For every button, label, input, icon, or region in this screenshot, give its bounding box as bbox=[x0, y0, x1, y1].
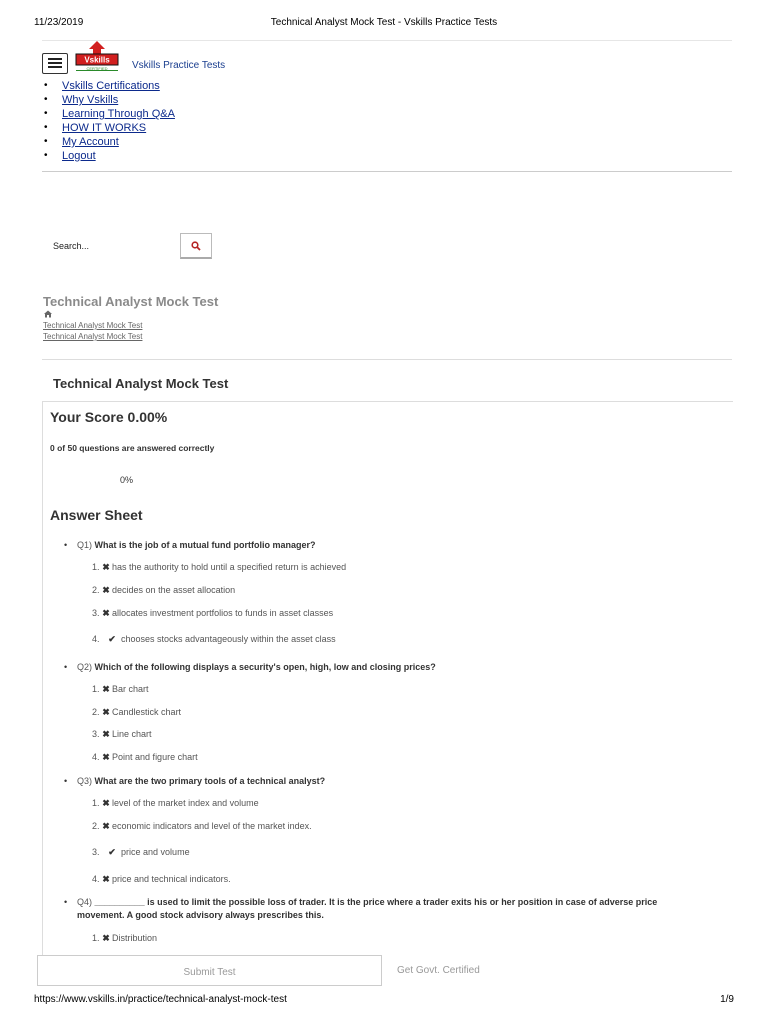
times-icon: ✖ bbox=[102, 752, 110, 762]
print-page-number: 1/9 bbox=[720, 994, 734, 1005]
breadcrumb-link[interactable]: Technical Analyst Mock Test bbox=[43, 332, 143, 341]
menu-icon-bar bbox=[48, 58, 62, 60]
print-date: 11/23/2019 bbox=[34, 17, 84, 28]
question-text: __________ is used to limit the possible loss of trader. It is the price where a trader exits his or her position in case of adverse price movement. A good stock advisory always prescribes this. bbox=[77, 897, 658, 920]
option-number: 1. bbox=[92, 684, 100, 694]
answer-option bbox=[92, 821, 312, 832]
nav-item bbox=[42, 135, 175, 149]
option-text: Distribution bbox=[112, 933, 158, 943]
logo-text: Vskills bbox=[84, 55, 110, 65]
answer-option bbox=[92, 634, 336, 645]
times-icon: ✖ bbox=[102, 798, 110, 808]
option-number: 1. bbox=[92, 933, 100, 943]
nav-link-certifications[interactable]: Vskills Certifications bbox=[62, 80, 160, 92]
option-number: 4. bbox=[92, 874, 100, 884]
times-icon: ✖ bbox=[102, 585, 110, 595]
nav-link-how-it-works[interactable]: HOW IT WORKS bbox=[62, 122, 147, 134]
search-input[interactable] bbox=[42, 233, 190, 259]
page-title: Technical Analyst Mock Test bbox=[43, 294, 219, 309]
option-text: price and technical indicators. bbox=[112, 874, 231, 884]
option-number: 1. bbox=[92, 798, 100, 808]
option-number: 4. bbox=[92, 752, 100, 762]
answer-option bbox=[92, 585, 235, 596]
option-text: level of the market index and volume bbox=[112, 798, 259, 808]
option-text: price and volume bbox=[121, 847, 190, 857]
option-text: has the authority to hold until a specified return is achieved bbox=[112, 562, 347, 572]
question-number: Q2) bbox=[77, 662, 93, 672]
answer-option bbox=[92, 729, 152, 740]
option-number: 3. bbox=[92, 847, 100, 857]
nav-link-logout[interactable]: Logout bbox=[62, 150, 96, 162]
times-icon: ✖ bbox=[102, 608, 110, 618]
question-text: What is the job of a mutual fund portfolio manager? bbox=[94, 540, 316, 550]
site-header bbox=[42, 40, 732, 172]
option-text: Bar chart bbox=[112, 684, 149, 694]
main-nav bbox=[42, 79, 175, 163]
option-text: Point and figure chart bbox=[112, 752, 198, 762]
option-number: 4. bbox=[92, 634, 100, 644]
test-title: Technical Analyst Mock Test bbox=[53, 376, 229, 391]
correct-count-text: 0 of 50 questions are answered correctly bbox=[50, 443, 215, 453]
get-govt-certified-link[interactable]: Get Govt. Certified bbox=[397, 965, 480, 976]
question-item bbox=[77, 775, 697, 788]
option-text: Line chart bbox=[112, 729, 152, 739]
answer-option bbox=[92, 752, 198, 763]
vskills-logo[interactable] bbox=[74, 41, 120, 71]
question-number: Q4) bbox=[77, 897, 93, 907]
times-icon: ✖ bbox=[102, 821, 110, 831]
logo-sub: CERTIFIED bbox=[86, 66, 108, 71]
score-label: Your Score 0.00% bbox=[50, 409, 168, 425]
menu-icon-bar bbox=[48, 66, 62, 68]
submit-test-button[interactable]: Submit Test bbox=[37, 955, 382, 986]
question-item bbox=[77, 539, 697, 552]
nav-link-my-account[interactable]: My Account bbox=[62, 136, 119, 148]
option-text: allocates investment portfolios to funds in asset classes bbox=[112, 608, 334, 618]
times-icon: ✖ bbox=[102, 729, 110, 739]
option-number: 2. bbox=[92, 585, 100, 595]
nav-link-learning-qa[interactable]: Learning Through Q&A bbox=[62, 108, 175, 120]
answer-option bbox=[92, 562, 346, 573]
print-title: Technical Analyst Mock Test - Vskills Practice Tests bbox=[270, 17, 498, 28]
nav-item bbox=[42, 79, 175, 93]
option-text: economic indicators and level of the market index. bbox=[112, 821, 312, 831]
answer-sheet-heading: Answer Sheet bbox=[50, 507, 143, 523]
search-icon bbox=[191, 241, 201, 251]
option-text: Candlestick chart bbox=[112, 707, 182, 717]
answer-option bbox=[92, 684, 149, 695]
question-text: Which of the following displays a security's open, high, low and closing prices? bbox=[94, 662, 436, 672]
times-icon: ✖ bbox=[102, 562, 110, 572]
option-text: decides on the asset allocation bbox=[112, 585, 236, 595]
option-text: chooses stocks advantageously within the asset class bbox=[121, 634, 336, 644]
nav-item bbox=[42, 121, 175, 135]
times-icon: ✖ bbox=[102, 933, 110, 943]
breadcrumb-link[interactable]: Technical Analyst Mock Test bbox=[43, 321, 143, 330]
times-icon: ✖ bbox=[102, 707, 110, 717]
brand-name[interactable]: Vskills Practice Tests bbox=[132, 60, 226, 71]
check-icon: ✔ bbox=[108, 847, 116, 857]
answer-option bbox=[92, 798, 259, 809]
answer-option bbox=[92, 847, 190, 858]
question-item bbox=[77, 896, 697, 922]
check-icon: ✔ bbox=[108, 634, 116, 644]
nav-item bbox=[42, 107, 175, 121]
answer-option bbox=[92, 933, 157, 944]
nav-item bbox=[42, 93, 175, 107]
question-number: Q1) bbox=[77, 540, 93, 550]
times-icon: ✖ bbox=[102, 684, 110, 694]
option-number: 1. bbox=[92, 562, 100, 572]
home-icon[interactable] bbox=[44, 310, 52, 318]
option-number: 3. bbox=[92, 608, 100, 618]
option-number: 2. bbox=[92, 707, 100, 717]
question-item bbox=[77, 661, 697, 674]
bottom-action-bar bbox=[37, 955, 727, 988]
times-icon: ✖ bbox=[102, 874, 110, 884]
answer-option bbox=[92, 707, 181, 718]
search-button[interactable] bbox=[180, 233, 212, 259]
print-url: https://www.vskills.in/practice/technical-analyst-mock-test bbox=[34, 994, 287, 1005]
menu-icon-bar bbox=[48, 62, 62, 64]
nav-link-why-vskills[interactable]: Why Vskills bbox=[62, 94, 119, 106]
answer-option bbox=[92, 608, 333, 619]
question-text: What are the two primary tools of a technical analyst? bbox=[94, 776, 326, 786]
nav-item bbox=[42, 149, 175, 163]
divider bbox=[42, 359, 732, 360]
question-number: Q3) bbox=[77, 776, 93, 786]
menu-button[interactable] bbox=[42, 53, 68, 74]
score-percent: 0% bbox=[120, 475, 134, 485]
option-number: 3. bbox=[92, 729, 100, 739]
option-number: 2. bbox=[92, 821, 100, 831]
answer-option bbox=[92, 874, 231, 885]
